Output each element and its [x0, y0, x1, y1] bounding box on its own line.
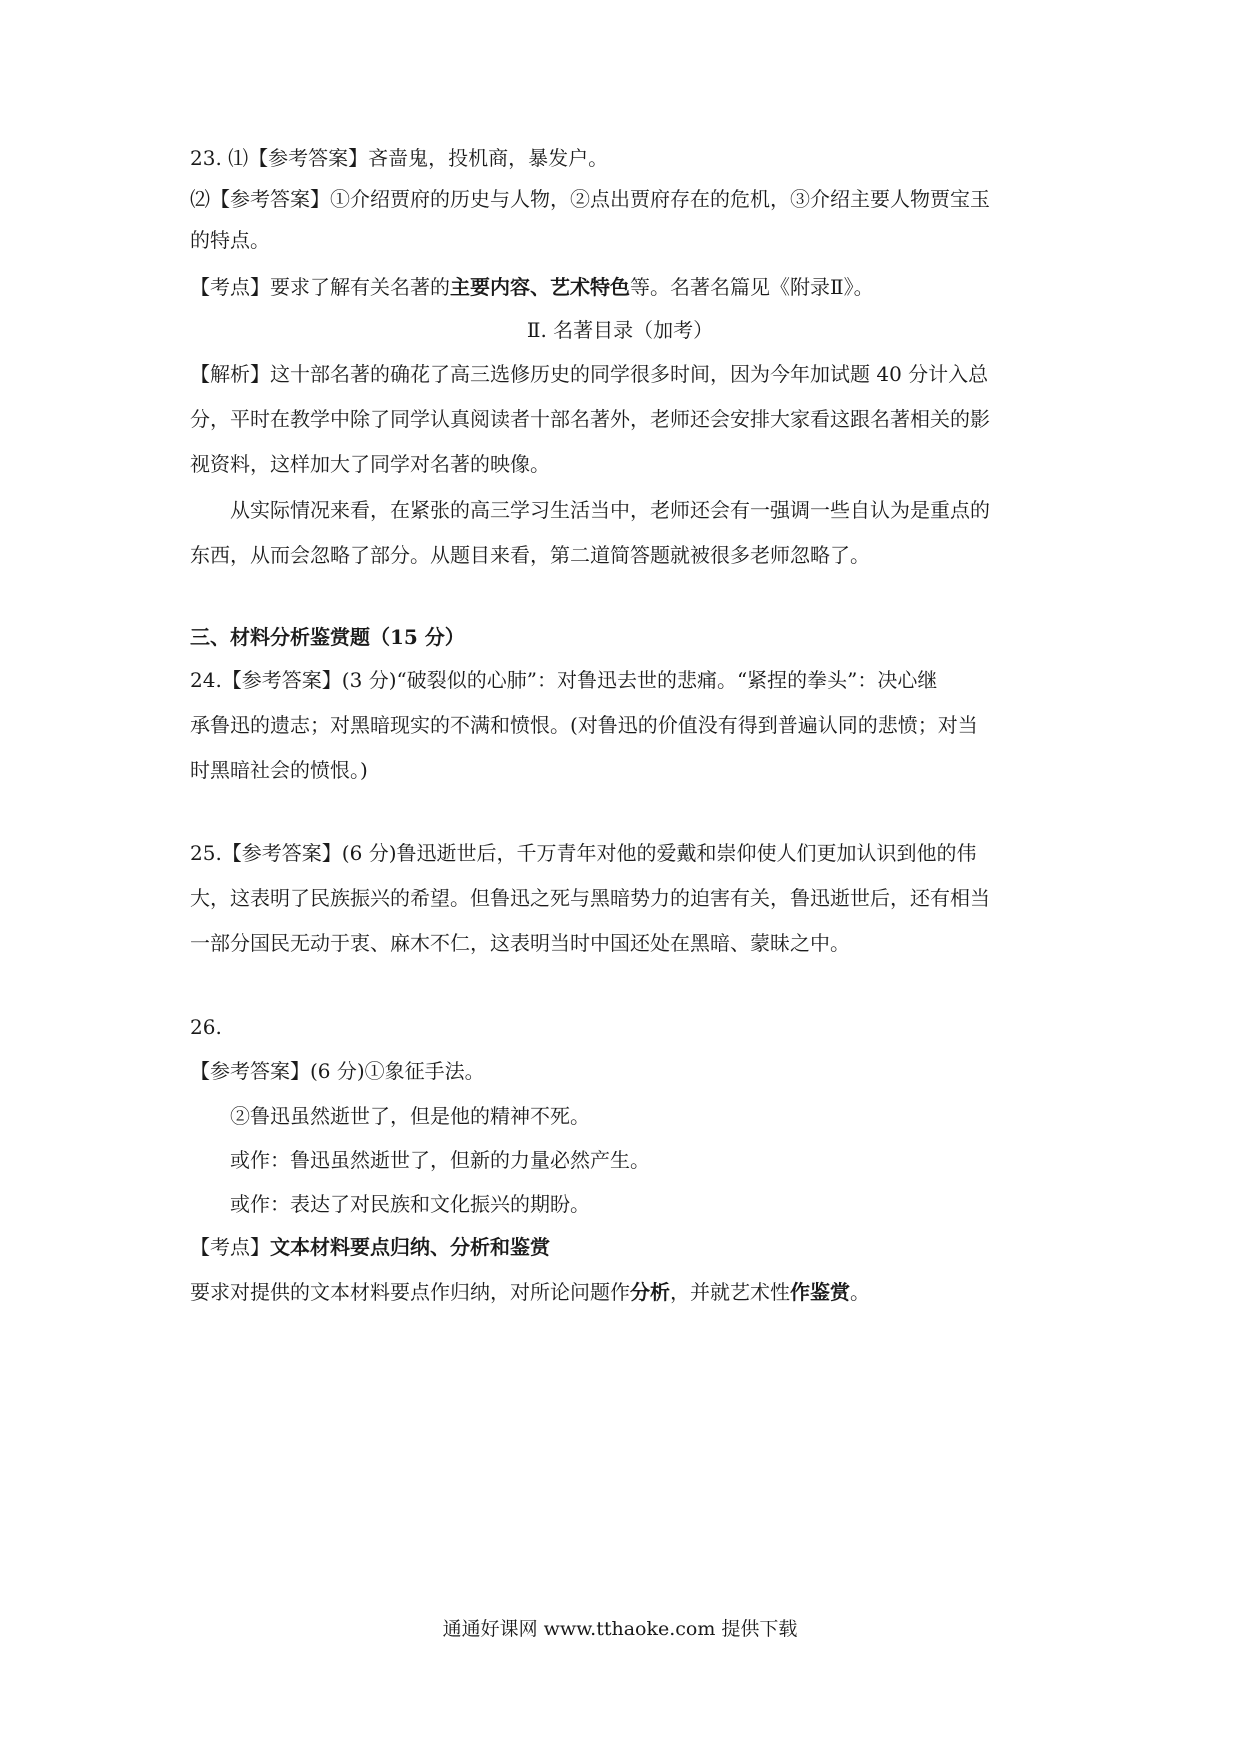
- kaodian-emphasis: 主要内容、艺术特色: [450, 275, 630, 299]
- q23-answer-2: ⑵【参考答案】①介绍贾府的历史与人物，②点出贾府存在的危机，③介绍主要人物贾宝玉: [190, 187, 990, 211]
- analysis-line-3: 视资料，这样加大了同学对名著的映像。: [190, 452, 550, 476]
- analysis-line-4: 从实际情况来看，在紧张的高三学习生活当中，老师还会有一强调一些自认为是重点的: [230, 498, 990, 522]
- q26-answer: 【参考答案】(6 分)①象征手法。: [190, 1059, 485, 1083]
- q24-line-1: 24.【参考答案】(3 分)“破裂似的心肺”：对鲁迅去世的悲痛。“紧捏的拳头”：决心继: [190, 668, 938, 692]
- analysis-line-1: 【解析】这十部名著的确花了高三选修历史的同学很多时间，因为今年加试题 40 分计入总: [190, 362, 989, 386]
- analysis-line-5: 东西，从而会忽略了部分。从题目来看，第二道简答题就被很多老师忽略了。: [190, 543, 870, 567]
- q24-line-3: 时黑暗社会的愤恨。): [190, 758, 368, 782]
- kaodian-emphasis: 文本材料要点归纳、分析和鉴赏: [270, 1235, 550, 1259]
- page-footer: 通通好课网 www.tthaoke.com 提供下载: [442, 1618, 798, 1640]
- kaodian-suffix: 等。名著名篇见《附录Ⅱ》。: [630, 275, 874, 299]
- section-heading: 三、材料分析鉴赏题（15 分）: [190, 625, 465, 649]
- q25-line-2: 大，这表明了民族振兴的希望。但鲁迅之死与黑暗势力的迫害有关，鲁迅逝世后，还有相当: [190, 886, 990, 910]
- q26-requirement: [190, 1277, 1060, 1307]
- q25-line-3: 一部分国民无动于衷、麻木不仁，这表明当时中国还处在黑暗、蒙昧之中。: [190, 931, 850, 955]
- q26-alt-3: 或作：表达了对民族和文化振兴的期盼。: [230, 1192, 590, 1216]
- q26-number: 26.: [190, 1015, 222, 1039]
- q23-answer-2-cont: 的特点。: [190, 228, 270, 252]
- kaodian-prefix: 【考点】要求了解有关名著的: [190, 275, 450, 299]
- q26-kaodian: [190, 1232, 1060, 1262]
- q26-alt-1: ②鲁迅虽然逝世了，但是他的精神不死。: [230, 1104, 590, 1128]
- requirement-emphasis-appreciation: 作鉴赏: [790, 1280, 850, 1304]
- appendix-title: Ⅱ. 名著目录（加考）: [526, 318, 714, 342]
- requirement-text-2: ，并就艺术性: [670, 1280, 790, 1304]
- kaodian-label: 【考点】: [190, 1235, 270, 1259]
- q24-line-2: 承鲁迅的遗志；对黑暗现实的不满和愤恨。(对鲁迅的价值没有得到普遍认同的悲愤；对当: [190, 713, 978, 737]
- requirement-text-3: 。: [850, 1280, 870, 1304]
- q26-alt-2: 或作：鲁迅虽然逝世了，但新的力量必然产生。: [230, 1148, 650, 1172]
- q25-line-1: 25.【参考答案】(6 分)鲁迅逝世后，千万青年对他的爱戴和崇仰使人们更加认识到他的伟: [190, 841, 977, 865]
- q23-kaodian: [190, 272, 1060, 302]
- requirement-emphasis-analysis: 分析: [630, 1280, 670, 1304]
- requirement-text-1: 要求对提供的文本材料要点作归纳，对所论问题作: [190, 1280, 630, 1304]
- analysis-line-2: 分，平时在教学中除了同学认真阅读者十部名著外，老师还会安排大家看这跟名著相关的影: [190, 407, 990, 431]
- q23-answer-1: 23. ⑴【参考答案】吝啬鬼，投机商，暴发户。: [190, 146, 609, 170]
